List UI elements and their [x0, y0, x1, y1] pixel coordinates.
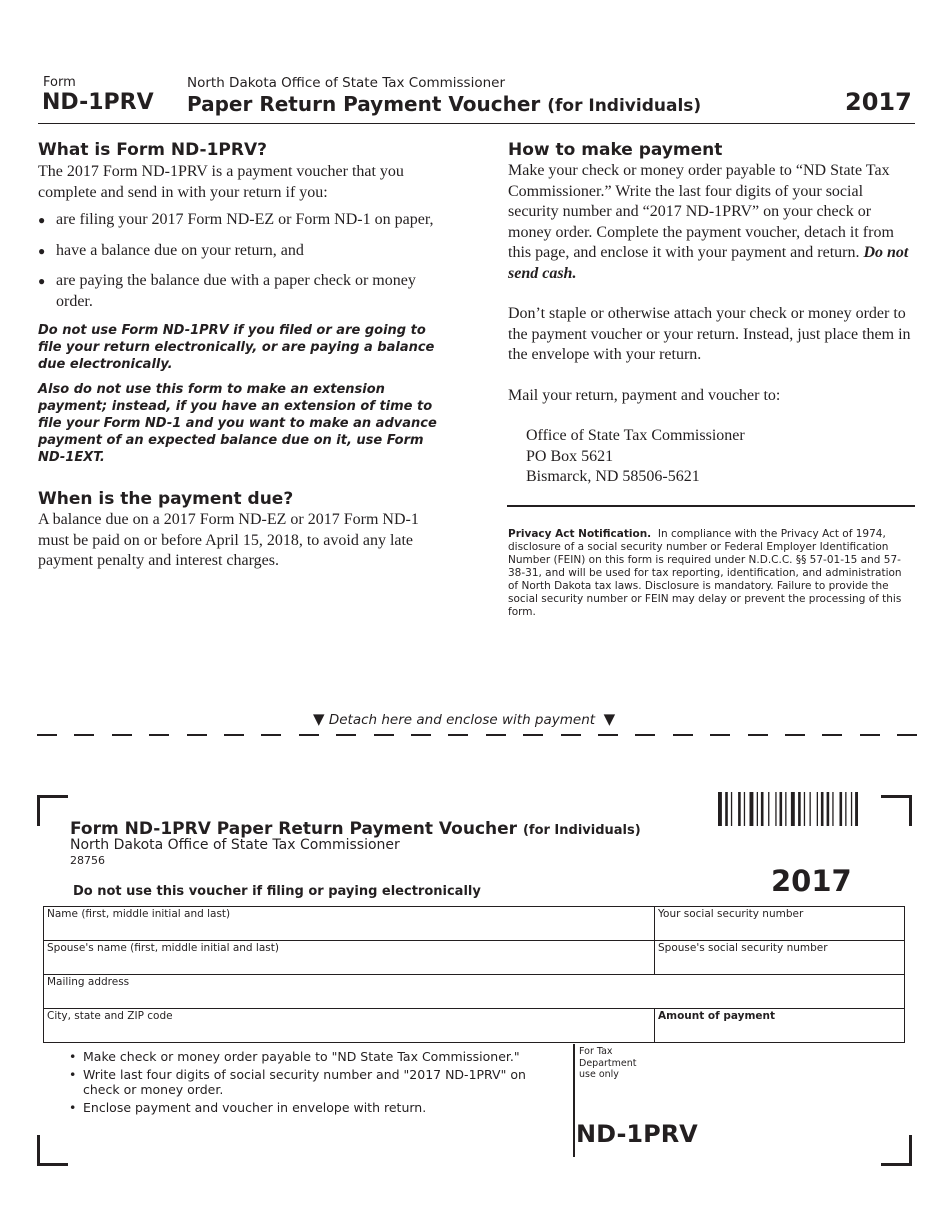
detach-dash — [37, 734, 57, 736]
amount-field[interactable] — [655, 1009, 905, 1043]
detach-dash — [635, 734, 655, 736]
what-intro: The 2017 Form ND-1PRV is a payment voucher that you complete and send in with your return if you: — [38, 163, 404, 201]
dept-use-label: For Tax Department use only — [579, 1046, 637, 1080]
field-label: Amount of payment — [658, 1010, 776, 1022]
what-heading: What is Form ND-1PRV? — [38, 140, 267, 160]
field-label: Mailing address — [47, 976, 130, 988]
conditions-list — [38, 210, 450, 312]
voucher-title-main: Form ND-1PRV Paper Return Payment Voucher — [70, 819, 518, 839]
crop-mark-top-left — [37, 795, 68, 826]
mail-text: Mail your return, payment and voucher to: — [508, 386, 781, 404]
detach-dash — [261, 734, 281, 736]
voucher-fields — [43, 906, 905, 1043]
detach-instruction — [313, 710, 615, 728]
voucher-title-suffix: (for Individuals) — [522, 823, 641, 838]
list-item: • Enclose payment and voucher in envelope with return. — [69, 1100, 544, 1115]
how-body: Make your check or money order payable to “ND State Tax Commissioner.” Write the last four digits of your social security number and “2017 ND-1PRV” on your check or money order. Complete the payment voucher, detach it from this page, and enclose it with your payment and return. — [508, 162, 894, 261]
form-label: Form — [43, 75, 76, 90]
detach-dash — [561, 734, 581, 736]
how-heading: How to make payment — [508, 140, 723, 160]
left-column — [38, 140, 450, 572]
barcode-icon — [718, 792, 858, 826]
electronic-warning: Do not use Form ND-1PRV if you filed or are going to file your return electronically, or are paying a balance due electronically. — [38, 323, 435, 372]
detach-dash — [224, 734, 244, 736]
detach-dash — [374, 734, 394, 736]
spouse-name-field[interactable] — [44, 941, 655, 975]
detach-dash — [187, 734, 207, 736]
privacy-body: In compliance with the Privacy Act of 1974, disclosure of a social security number or Federal Employer Identification Number (FEIN) on this form is required under N.D.C.C. §§ 57-01-15 and 57-38-31, and will be used for tax reporting, identification, and administration of North Dakota tax laws. Disclosure is mandatory. Failure to provide the social security number or FEIN may delay or prevent the processing of this form. — [508, 528, 902, 618]
address-line: PO Box 5621 — [526, 447, 614, 465]
detach-dash — [74, 734, 94, 736]
detach-dash — [897, 734, 917, 736]
detach-dash — [336, 734, 356, 736]
title-suffix: (for Individuals) — [547, 96, 702, 116]
detach-dash — [598, 734, 618, 736]
detach-text: Detach here and enclose with payment — [328, 712, 596, 728]
when-text: A balance due on a 2017 Form ND-EZ or 2017 Form ND-1 must be paid on or before April 15, 2018, to avoid any late payment penalty and interest charges. — [38, 511, 419, 569]
when-heading: When is the payment due? — [38, 489, 294, 509]
field-label: Spouse's name (first, middle initial and last) — [47, 942, 279, 954]
ssn-field[interactable] — [655, 907, 905, 941]
name-field[interactable] — [44, 907, 655, 941]
detach-dash — [486, 734, 506, 736]
spouse-ssn-field[interactable] — [655, 941, 905, 975]
privacy-rule — [507, 505, 915, 507]
detach-dash — [785, 734, 805, 736]
detach-dash — [448, 734, 468, 736]
voucher-agency: North Dakota Office of State Tax Commissioner — [70, 837, 400, 853]
detach-dash — [748, 734, 768, 736]
list-item: • Write last four digits of social security number and "2017 ND-1PRV" on check or money order. — [69, 1067, 544, 1097]
page-title — [187, 92, 701, 116]
list-item: ● are filing your 2017 Form ND-EZ or Form ND-1 on paper, — [38, 210, 450, 231]
mailing-address — [508, 426, 913, 488]
list-item: ● have a balance due on your return, and — [38, 241, 450, 262]
mailing-address-field[interactable] — [44, 975, 905, 1009]
field-label: Your social security number — [658, 908, 804, 920]
dept-use-divider — [573, 1044, 575, 1157]
detach-dash — [112, 734, 132, 736]
crop-mark-top-right — [881, 795, 912, 826]
detach-dash — [673, 734, 693, 736]
crop-mark-bottom-right — [881, 1135, 912, 1166]
voucher-year: 2017 — [771, 864, 852, 898]
crop-mark-bottom-left — [37, 1135, 68, 1166]
field-label: Spouse's social security number — [658, 942, 828, 954]
detach-dash — [710, 734, 730, 736]
down-arrow-icon: ▼ — [313, 710, 325, 728]
agency-name: North Dakota Office of State Tax Commissioner — [187, 75, 505, 91]
list-item: ● are paying the balance due with a paper check or money order. — [38, 271, 450, 312]
down-arrow-icon: ▼ — [603, 710, 616, 728]
header-rule — [38, 123, 915, 124]
right-column — [508, 140, 913, 488]
staple-text: Don’t staple or otherwise attach your check or money order to the payment voucher or your return. Instead, just place them in the envelope with your return. — [508, 305, 911, 363]
detach-dash — [822, 734, 842, 736]
tax-year: 2017 — [845, 88, 912, 116]
address-line: Office of State Tax Commissioner — [526, 427, 745, 444]
detach-dash — [411, 734, 431, 736]
detach-dash — [523, 734, 543, 736]
detach-dash — [860, 734, 880, 736]
voucher-code: 28756 — [70, 854, 105, 867]
voucher-title — [70, 819, 641, 839]
electronic-notice: Do not use this voucher if filing or paying electronically — [73, 884, 481, 899]
form-number: ND-1PRV — [42, 90, 154, 115]
privacy-notice — [508, 528, 913, 619]
title-main: Paper Return Payment Voucher — [187, 92, 541, 116]
extension-warning: Also do not use this form to make an extension payment; instead, if you have an extension of time to file your Form ND-1 and you want to make an advance payment of an expected balance due on it, use Form ND-1EXT. — [38, 382, 437, 465]
no-cash-note: Do not send cash. — [508, 244, 909, 282]
address-line: Bismarck, ND 58506-5621 — [526, 468, 700, 485]
city-state-zip-field[interactable] — [44, 1009, 655, 1043]
field-label: City, state and ZIP code — [47, 1010, 173, 1022]
voucher-instructions — [69, 1049, 544, 1118]
detach-dash — [299, 734, 319, 736]
voucher-form-id: ND-1PRV — [576, 1120, 698, 1148]
how-text — [508, 161, 913, 284]
detach-dash — [149, 734, 169, 736]
list-item: • Make check or money order payable to "ND State Tax Commissioner." — [69, 1049, 544, 1064]
field-label: Name (first, middle initial and last) — [47, 908, 231, 920]
privacy-title: Privacy Act Notification. — [508, 528, 652, 540]
